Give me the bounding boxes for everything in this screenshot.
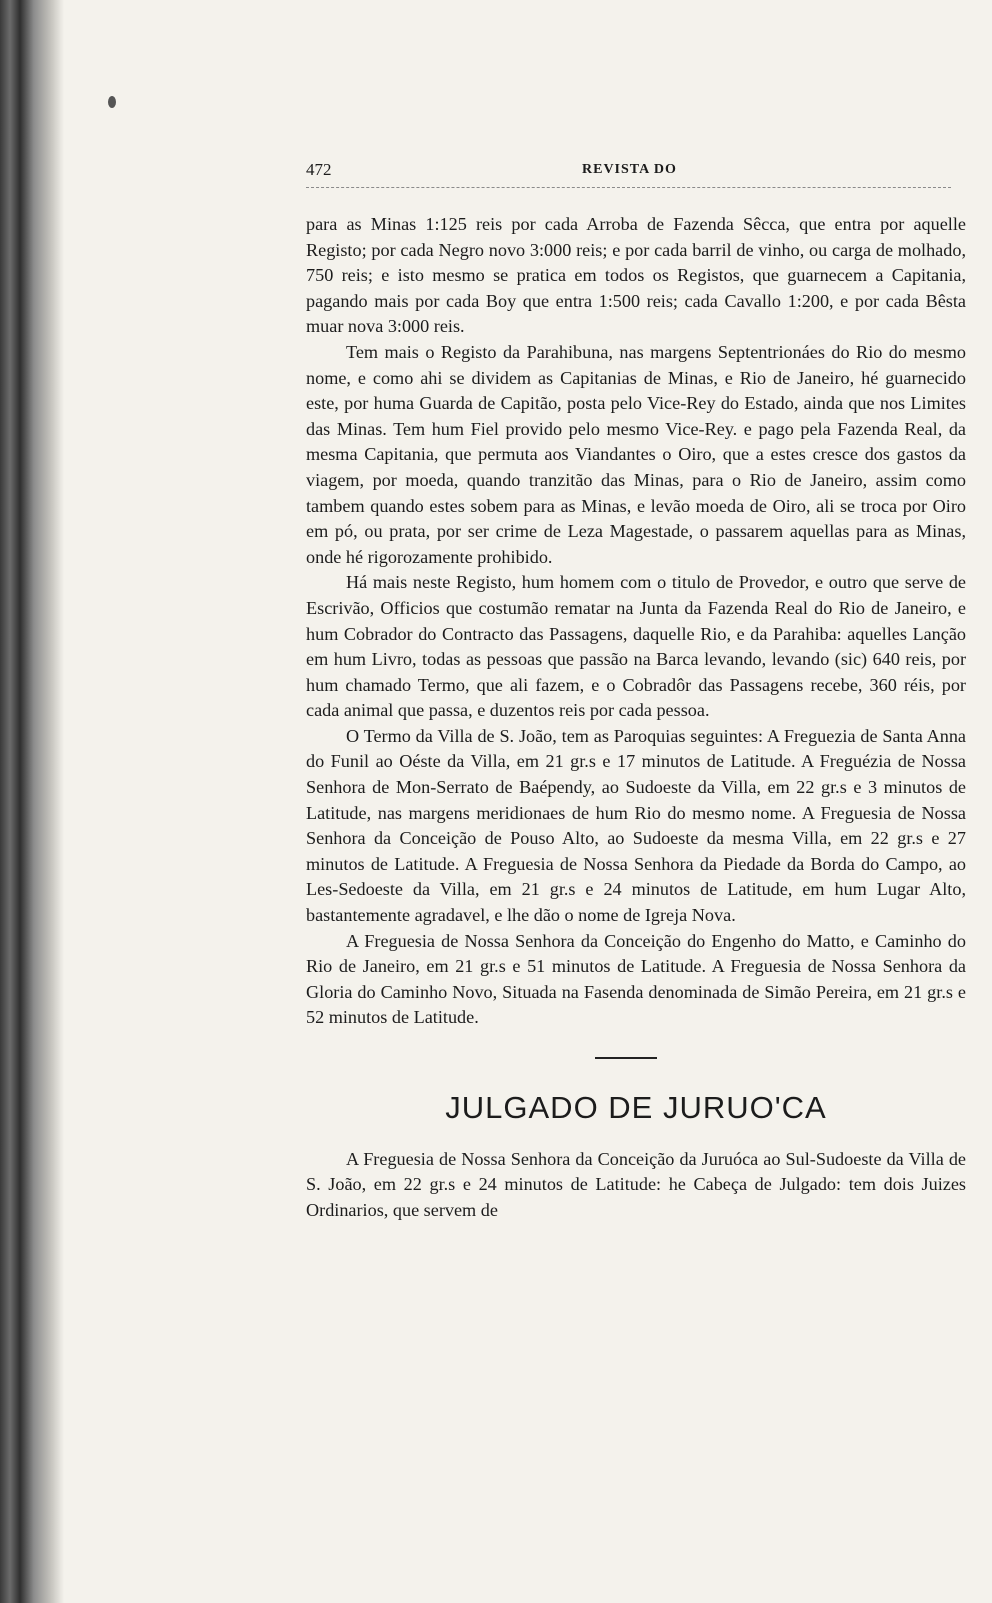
paragraph-provedor: Há mais neste Registo, hum homem com o titulo de Provedor, e outro que serve de Escrivão, Officios que costumão rematar na Junta da Fazenda Real do Rio de Janeiro, e hum Cobrador do Contracto das Passagens, daquelle Rio, e da Parahiba: aquelles Lanção em hum Livro, todas as pessoas que passão na Barca levando, levando (sic) 640 reis, por hum chamado Termo, que ali fazem, e o Cobradôr das Passagens recebe, 360 réis, por cada animal que passa, e duzentos reis por cada pessoa. [306, 572, 966, 721]
running-head: REVISTA DO [582, 162, 677, 177]
section-divider [595, 1057, 657, 1059]
page-header [306, 160, 966, 186]
scan-ink-mark [108, 96, 116, 108]
paragraph-continuation: para as Minas 1:125 reis por cada Arroba de Fazenda Sêcca, que entra por aquelle Registo; por cada Negro novo 3:000 reis; e por cada barril de vinho, ou carga de molhado, 750 reis; e isto mesmo se pratica em todos os Registos, que guarnecem a Capitania, pagando mais por cada Boy que entra 1:500 reis; cada Cavallo 1:200, e por cada Bêsta muar nova 3:000 reis. [306, 214, 966, 337]
section-title: JULGADO DE JURUO'CA [445, 1090, 827, 1125]
paragraph-juruoca: A Freguesia de Nossa Senhora da Conceição da Juruóca ao Sul-Sudoeste da Villa de S. João, em 22 gr.s e 24 minutos de Latitude: he Cabeça de Julgado: tem dois Juizes Ordinarios, que servem de [306, 1148, 966, 1220]
scan-binding-edge [0, 0, 64, 1603]
page-number: 472 [306, 160, 332, 179]
paragraph-registo-parahibuna: Tem mais o Registo da Parahibuna, nas margens Septentrionáes do Rio do mesmo nome, e como ahi se dividem as Capitanias de Minas, e Rio de Janeiro, hé guarnecido este, por huma Guarda de Capitão, posta pelo Vice-Rey do Estado, ainda que nos Limites das Minas. Tem hum Fiel provido pelo mesmo Vice-Rey. e pago pela Fazenda Real, da mesma Capitania, que permuta aos Viandantes o Oiro, que a estes cresce dos gastos da viagem, por moeda, quando tranzitão das Minas, para o Rio de Janeiro, assim como tambem quando estes sobem para as Minas, e levão moeda de Oiro, ali se troca por Oiro em pó, ou prata, por ser crime de Leza Magestade, o passarem aquellas para as Minas, onde hé rigorozamente prohibido. [306, 341, 966, 567]
paragraph-freguesia-conceicao: A Freguesia de Nossa Senhora da Conceição do Engenho do Matto, e Caminho do Rio de Janeiro, em 21 gr.s e 51 minutos de Latitude. A Freguesia de Nossa Senhora da Gloria do Caminho Novo, Situada na Fasenda denominada de Simão Pereira, em 21 gr.s e 52 minutos de Latitude. [306, 930, 966, 1028]
book-page [306, 160, 966, 1223]
paragraph-termo-villa: O Termo da Villa de S. João, tem as Paroquias seguintes: A Freguezia de Santa Anna do Funil ao Oéste da Villa, em 21 gr.s e 17 minutos de Latitude. A Freguézia de Nossa Senhora de Mon-Serrato de Baépendy, ao Sudoeste da Villa, em 22 gr.s e 3 minutos de Latitude, nas margens meridionaes de hum Rio do mesmo nome. A Freguesia de Nossa Senhora da Conceição de Pouso Alto, ao Sudoeste da mesma Villa, em 22 gr.s e 27 minutos de Latitude. A Freguesia de Nossa Senhora da Piedade da Borda do Campo, ao Les-Sedoeste da Villa, em 21 gr.s e 24 minutos de Latitude, em hum Lugar Alto, bastantemente agradavel, e lhe dão o nome de Igreja Nova. [306, 725, 966, 926]
page-body [306, 212, 966, 1223]
header-rule [306, 187, 951, 188]
